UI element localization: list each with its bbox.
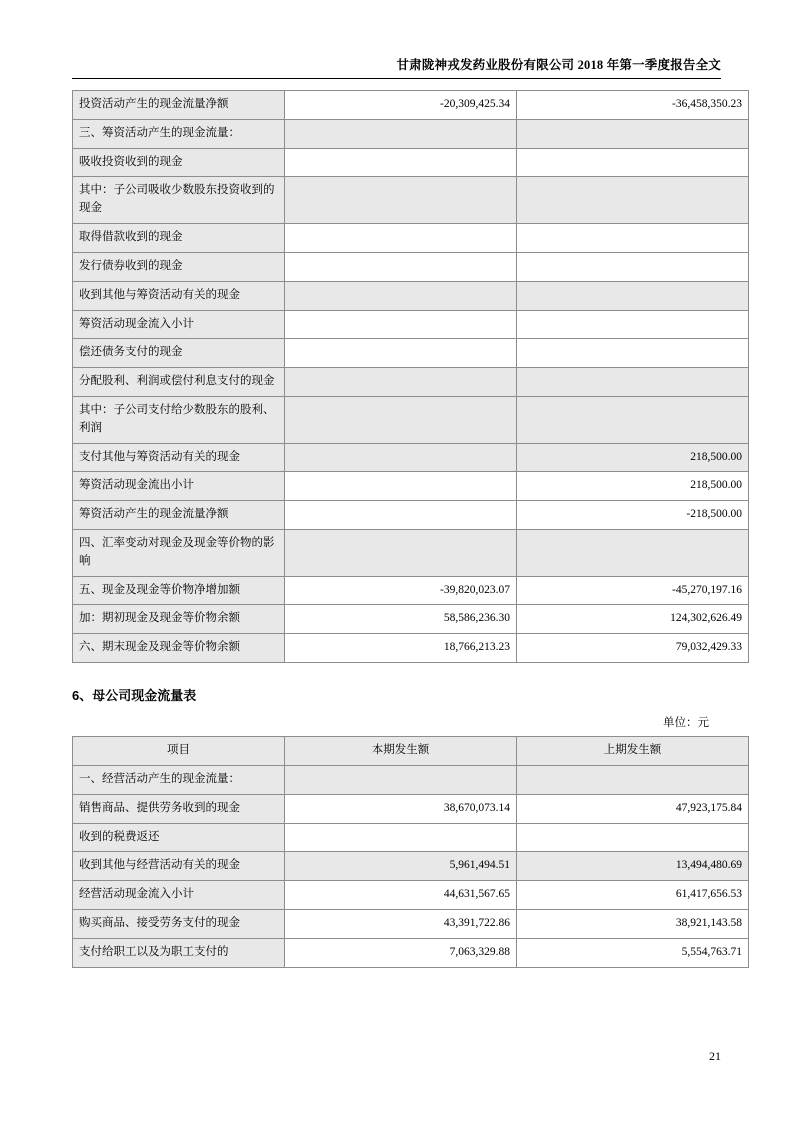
current-period-value: [285, 396, 517, 443]
current-period-value: [285, 310, 517, 339]
row-label: 发行债券收到的现金: [73, 252, 285, 281]
row-label: 一、经营活动产生的现金流量：: [73, 765, 285, 794]
prior-period-value: [517, 765, 749, 794]
prior-period-value: 38,921,143.58: [517, 909, 749, 938]
table-row: [73, 794, 749, 823]
table-row: [73, 310, 749, 339]
current-period-value: [285, 177, 517, 224]
table-row: [73, 823, 749, 852]
current-period-value: -20,309,425.34: [285, 91, 517, 120]
current-period-value: [285, 119, 517, 148]
prior-period-value: 218,500.00: [517, 472, 749, 501]
table-row: [73, 281, 749, 310]
table-row: [73, 634, 749, 663]
current-period-value: [285, 472, 517, 501]
row-label: 加：期初现金及现金等价物余额: [73, 605, 285, 634]
prior-period-value: [517, 119, 749, 148]
table-row: [73, 252, 749, 281]
row-label: 四、汇率变动对现金及现金等价物的影响: [73, 530, 285, 577]
prior-period-value: 13,494,480.69: [517, 852, 749, 881]
current-period-value: 43,391,722.86: [285, 909, 517, 938]
column-header: 本期发生额: [285, 737, 517, 766]
section-heading: 6、母公司现金流量表: [72, 688, 197, 704]
row-label: 筹资活动现金流出小计: [73, 472, 285, 501]
row-label: 收到的税费返还: [73, 823, 285, 852]
table-header-row: [73, 737, 749, 766]
row-label: 收到其他与经营活动有关的现金: [73, 852, 285, 881]
table-row: [73, 396, 749, 443]
row-label: 筹资活动现金流入小计: [73, 310, 285, 339]
row-label: 筹资活动产生的现金流量净额: [73, 501, 285, 530]
row-label: 经营活动现金流入小计: [73, 881, 285, 910]
prior-period-value: [517, 396, 749, 443]
prior-period-value: [517, 281, 749, 310]
row-label: 购买商品、接受劳务支付的现金: [73, 909, 285, 938]
current-period-value: 44,631,567.65: [285, 881, 517, 910]
column-header: 项目: [73, 737, 285, 766]
page-header: 甘肃陇神戎发药业股份有限公司 2018 年第一季度报告全文: [396, 58, 721, 72]
table1-body: [73, 91, 749, 663]
table-row: [73, 224, 749, 253]
current-period-value: [285, 148, 517, 177]
prior-period-value: -45,270,197.16: [517, 576, 749, 605]
prior-period-value: [517, 310, 749, 339]
row-label: 其中：子公司吸收少数股东投资收到的现金: [73, 177, 285, 224]
current-period-value: 18,766,213.23: [285, 634, 517, 663]
row-label: 分配股利、利润或偿付利息支付的现金: [73, 368, 285, 397]
current-period-value: [285, 252, 517, 281]
current-period-value: [285, 530, 517, 577]
row-label: 三、筹资活动产生的现金流量：: [73, 119, 285, 148]
current-period-value: [285, 224, 517, 253]
prior-period-value: -36,458,350.23: [517, 91, 749, 120]
table2-body: [73, 737, 749, 968]
row-label: 收到其他与筹资活动有关的现金: [73, 281, 285, 310]
prior-period-value: [517, 339, 749, 368]
table-row: [73, 909, 749, 938]
prior-period-value: [517, 224, 749, 253]
table-row: [73, 881, 749, 910]
current-period-value: 58,586,236.30: [285, 605, 517, 634]
parent-company-cash-flow-table: [72, 736, 749, 968]
column-header: 上期发生额: [517, 737, 749, 766]
table-row: [73, 576, 749, 605]
table-row: [73, 148, 749, 177]
prior-period-value: 124,302,626.49: [517, 605, 749, 634]
page-number: 21: [709, 1049, 721, 1063]
prior-period-value: 47,923,175.84: [517, 794, 749, 823]
table-row: [73, 530, 749, 577]
prior-period-value: [517, 530, 749, 577]
table-row: [73, 765, 749, 794]
table-row: [73, 605, 749, 634]
prior-period-value: 79,032,429.33: [517, 634, 749, 663]
current-period-value: [285, 823, 517, 852]
prior-period-value: [517, 368, 749, 397]
prior-period-value: 218,500.00: [517, 443, 749, 472]
row-label: 支付给职工以及为职工支付的: [73, 938, 285, 967]
row-label: 五、现金及现金等价物净增加额: [73, 576, 285, 605]
table-row: [73, 177, 749, 224]
row-label: 投资活动产生的现金流量净额: [73, 91, 285, 120]
table-row: [73, 368, 749, 397]
table-row: [73, 91, 749, 120]
current-period-value: [285, 443, 517, 472]
current-period-value: 7,063,329.88: [285, 938, 517, 967]
row-label: 吸收投资收到的现金: [73, 148, 285, 177]
current-period-value: 5,961,494.51: [285, 852, 517, 881]
prior-period-value: [517, 148, 749, 177]
table-row: [73, 852, 749, 881]
prior-period-value: [517, 252, 749, 281]
row-label: 其中：子公司支付给少数股东的股利、利润: [73, 396, 285, 443]
current-period-value: 38,670,073.14: [285, 794, 517, 823]
current-period-value: [285, 501, 517, 530]
table-row: [73, 472, 749, 501]
prior-period-value: [517, 177, 749, 224]
table-row: [73, 119, 749, 148]
row-label: 取得借款收到的现金: [73, 224, 285, 253]
current-period-value: -39,820,023.07: [285, 576, 517, 605]
row-label: 偿还债务支付的现金: [73, 339, 285, 368]
unit-note: 单位：元: [663, 717, 709, 730]
row-label: 支付其他与筹资活动有关的现金: [73, 443, 285, 472]
row-label: 销售商品、提供劳务收到的现金: [73, 794, 285, 823]
prior-period-value: [517, 823, 749, 852]
prior-period-value: -218,500.00: [517, 501, 749, 530]
current-period-value: [285, 339, 517, 368]
header-divider: [72, 78, 721, 79]
prior-period-value: 5,554,763.71: [517, 938, 749, 967]
current-period-value: [285, 765, 517, 794]
prior-period-value: 61,417,656.53: [517, 881, 749, 910]
current-period-value: [285, 368, 517, 397]
row-label: 六、期末现金及现金等价物余额: [73, 634, 285, 663]
table-row: [73, 938, 749, 967]
page-content: [72, 90, 742, 968]
table-row: [73, 443, 749, 472]
cash-flow-statement-table: [72, 90, 749, 663]
current-period-value: [285, 281, 517, 310]
table-row: [73, 339, 749, 368]
table-row: [73, 501, 749, 530]
